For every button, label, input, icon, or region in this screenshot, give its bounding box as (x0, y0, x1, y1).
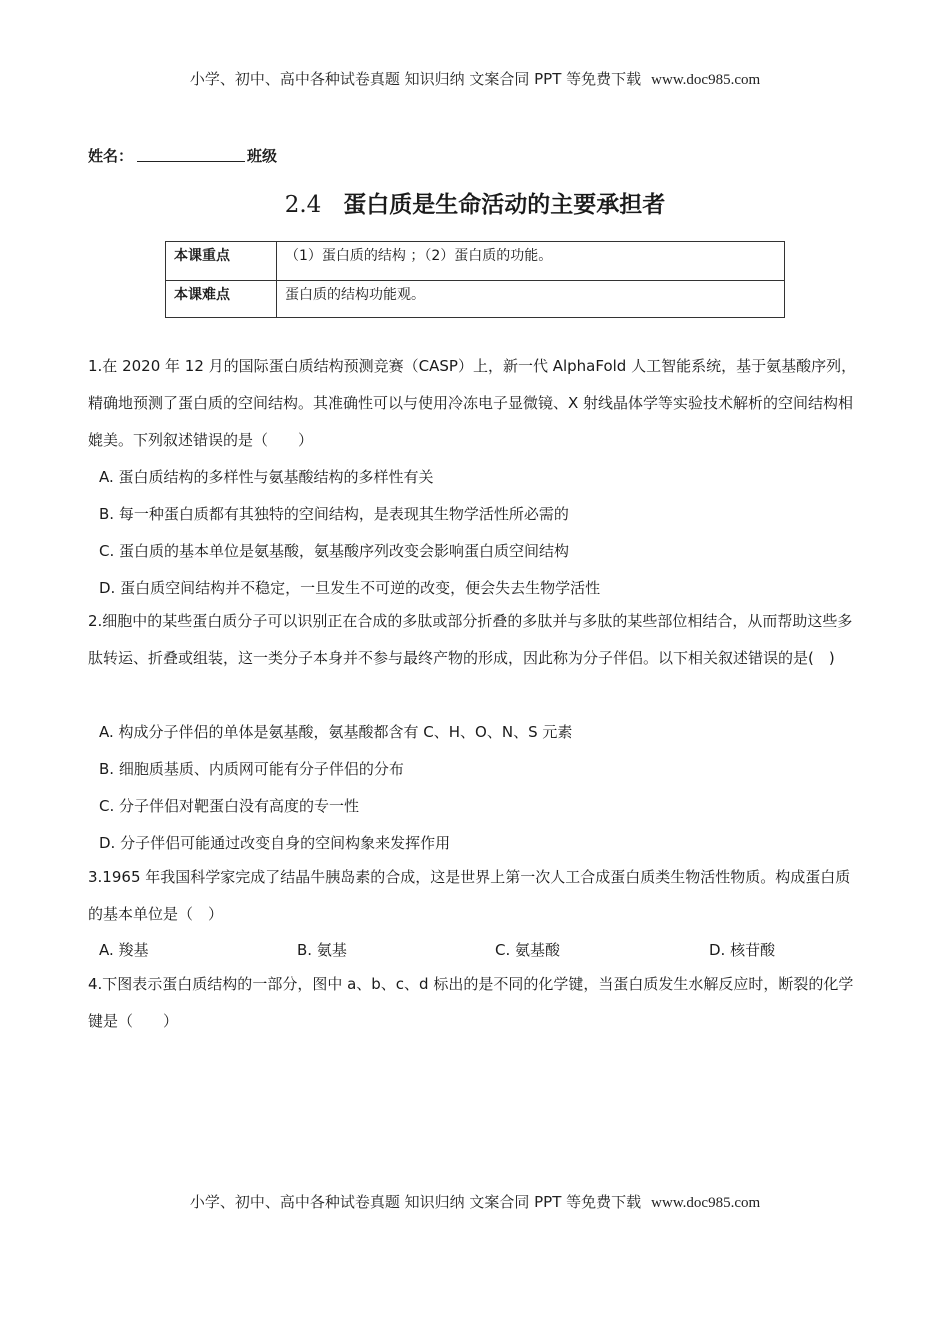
student-info-line (88, 145, 277, 166)
page-header (0, 68, 950, 89)
question-2-option-c[interactable]: C. 分子伴侣对靶蛋白没有高度的专一性 (99, 797, 360, 815)
question-2-option-b[interactable]: B. 细胞质基质、内质网可能有分子伴侣的分布 (99, 760, 404, 778)
section-title: 蛋白质是生命活动的主要承担者 (343, 192, 666, 218)
header-text: 小学、初中、高中各种试卷真题 知识归纳 文案合同 PPT 等免费下载 (189, 70, 642, 88)
question-3-option-c[interactable]: C. 氨基酸 (495, 941, 561, 959)
difficulty-label: 本课难点 (166, 281, 277, 318)
question-3-option-a[interactable]: A. 羧基 (99, 941, 149, 959)
question-2-option-d[interactable]: D. 分子伴侣可能通过改变自身的空间构象来发挥作用 (99, 834, 451, 852)
question-3-stem: 3.1965 年我国科学家完成了结晶牛胰岛素的合成，这是世界上第一次人工合成蛋白质类生物活性物质。构成蛋白质的基本单位是（ ） (88, 868, 851, 923)
table-row (166, 242, 785, 281)
question-1-option-a[interactable]: A. 蛋白质结构的多样性与氨基酸结构的多样性有关 (99, 468, 434, 486)
key-points-table (165, 241, 785, 318)
question-2-option-a[interactable]: A. 构成分子伴侣的单体是氨基酸，氨基酸都含有 C、H、O、N、S 元素 (99, 723, 573, 741)
name-label: 姓名： (88, 147, 134, 165)
question-1-stem: 1.在 2020 年 12 月的国际蛋白质结构预测竞赛（CASP）上，新一代 AlphaFold 人工智能系统，基于氨基酸序列，精确地预测了蛋白质的空间结构。其准确性可以与使用冷冻电子显微镜、X 射线晶体学等实验技术解析的空间结构相媲美。下列叙述错误的是（ ） (88, 357, 857, 449)
difficulty-content: 蛋白质的结构功能观。 (277, 281, 785, 318)
class-label: 班级 (247, 147, 278, 165)
table-row (166, 281, 785, 318)
header-url[interactable]: www.doc985.com (651, 72, 761, 88)
question-1-option-b[interactable]: B. 每一种蛋白质都有其独特的空间结构，是表现其生物学活性所必需的 (99, 505, 569, 523)
question-1-option-c[interactable]: C. 蛋白质的基本单位是氨基酸，氨基酸序列改变会影响蛋白质空间结构 (99, 542, 570, 560)
question-3-option-b[interactable]: B. 氨基 (297, 941, 347, 959)
section-number: 2.4 (284, 192, 322, 218)
question-2-stem: 2.细胞中的某些蛋白质分子可以识别正在合成的多肽或部分折叠的多肽并与多肽的某些部位相结合，从而帮助这些多肽转运、折叠或组装，这一类分子本身并不参与最终产物的形成，因此称为分子伴侣。以下相关叙述错误的是( ) (88, 612, 853, 667)
question-1-option-d[interactable]: D. 蛋白质空间结构并不稳定，一旦发生不可逆的改变，便会失去生物学活性 (99, 579, 601, 597)
name-blank[interactable] (137, 147, 245, 162)
question-3-option-d[interactable]: D. 核苷酸 (709, 941, 776, 959)
key-content: （1）蛋白质的结构 ；（2）蛋白质的功能。 (277, 242, 785, 281)
footer-text: 小学、初中、高中各种试卷真题 知识归纳 文案合同 PPT 等免费下载 (189, 1193, 642, 1211)
footer-url[interactable]: www.doc985.com (651, 1195, 761, 1211)
key-label: 本课重点 (166, 242, 277, 281)
page-footer (0, 1191, 950, 1212)
question-4-stem: 4.下图表示蛋白质结构的一部分，图中 a、b、c、d 标出的是不同的化学键，当蛋白质发生水解反应时，断裂的化学键是（ ） (88, 975, 854, 1030)
page-title (0, 186, 950, 219)
